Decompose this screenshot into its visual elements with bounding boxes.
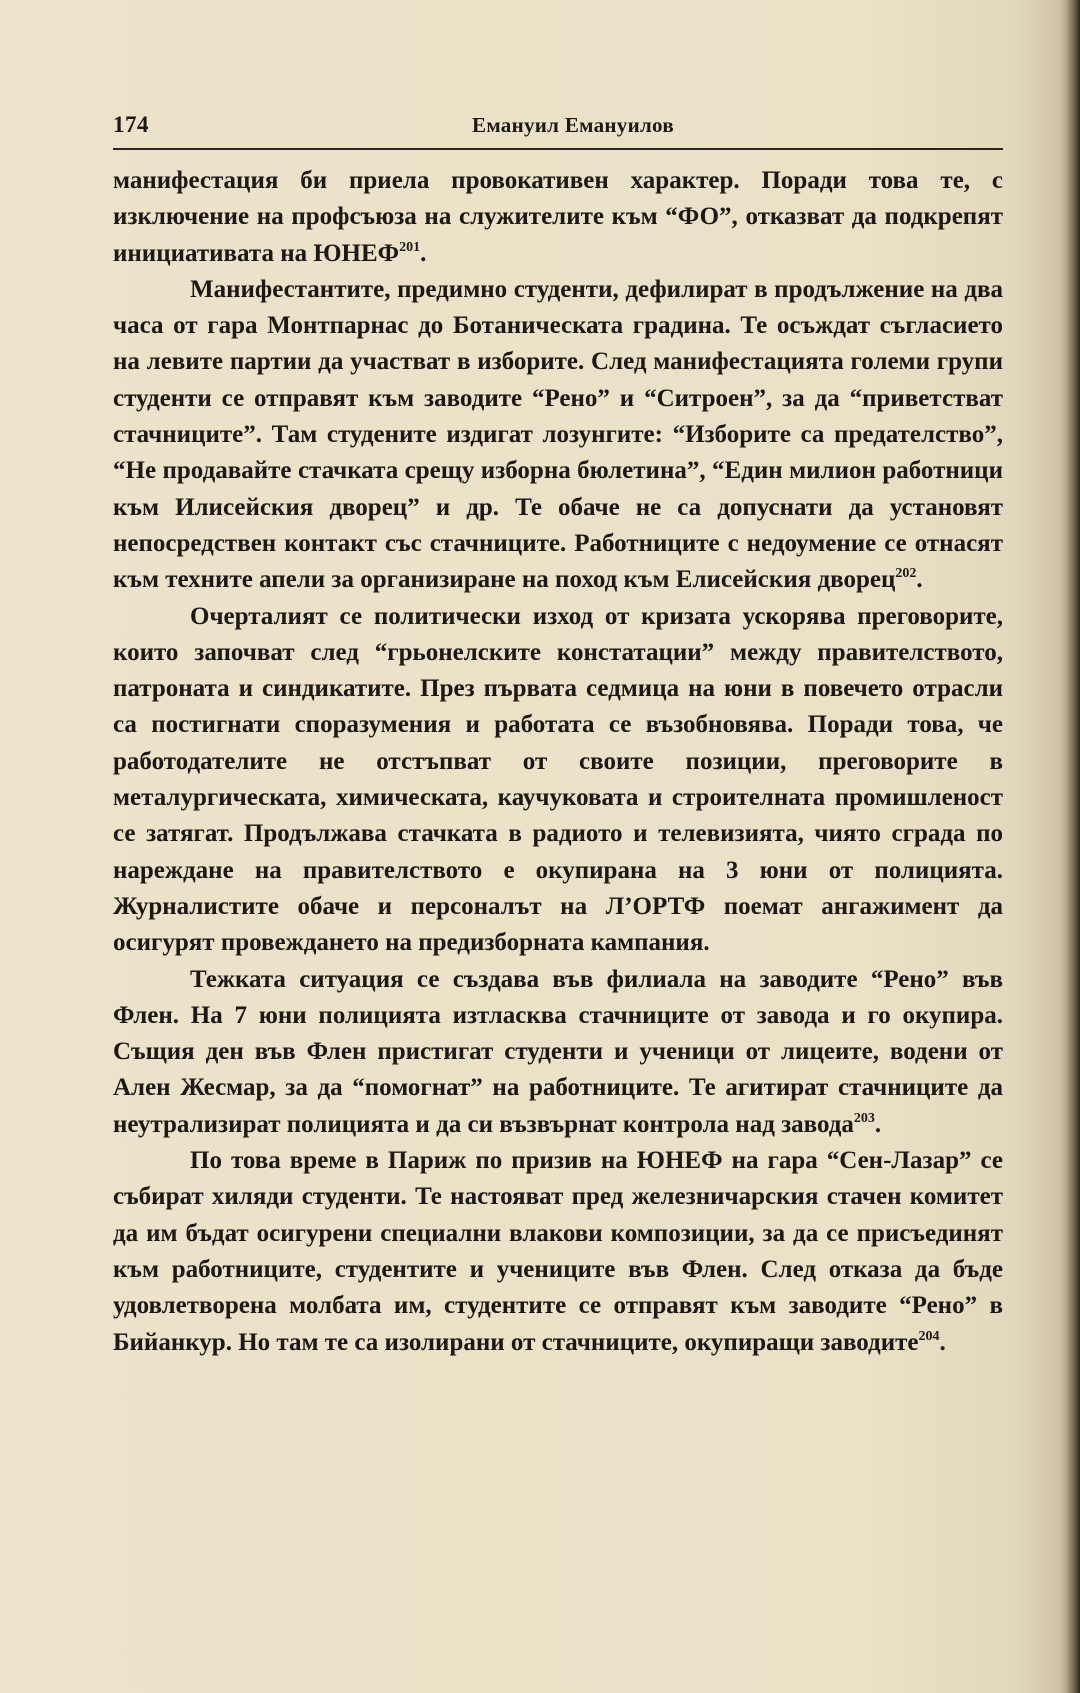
- page-header: [113, 108, 1003, 144]
- paragraph-end: .: [916, 566, 923, 594]
- paragraph-2: [113, 272, 1003, 599]
- paragraph-text: Тежката ситуация се създава във филиала на заводите “Рено” във Флен. На 7 юни полицията изтласква стачниците от завода и го окупира. Същия ден във Флен пристигат студенти и ученици от лицеите, водени от Ален Жесмар, за да “помогнат” на работниците. Те агитират стачниците да неутрализират полицията и да си възвърнат контрола над завода: [113, 965, 1003, 1138]
- paragraph-text: манифестация би приела провокативен характер. Поради това те, с изключение на профсъюза на служителите към “ФО”, отказват да подкрепят инициативата на ЮНЕФ: [113, 167, 1003, 267]
- page-number: 174: [113, 112, 149, 137]
- paragraph-3: [113, 599, 1003, 962]
- running-title: Емануил Емануилов: [472, 113, 674, 137]
- paragraph-1: [113, 163, 1003, 272]
- paragraph-end: .: [874, 1110, 882, 1138]
- footnote-ref: 201: [399, 239, 421, 255]
- paragraph-5: [113, 1143, 1003, 1361]
- paragraph-text: По това време в Париж по призив на ЮНЕФ на гара “Сен-Лазар” се събират хиляди студенти. Те настояват пред железничарския стачен комитет да им бъдат осигурени специални влакови композиции, за да се присъединят към работниците, студентите и учениците във Флен. След отказа да бъде удовлетворена молбата им, студентите се отправят към заводите “Рено” в Бийанкур. Но там те са изолирани от стачниците, окупиращи заводите: [113, 1147, 1003, 1356]
- page-edge-shadow: [1066, 0, 1080, 1693]
- paragraph-4: [113, 962, 1003, 1143]
- page-body: [113, 163, 1003, 1361]
- paragraph-end: .: [939, 1328, 946, 1356]
- footnote-ref: 202: [895, 566, 917, 582]
- footnote-ref: 204: [918, 1328, 940, 1344]
- paragraph-text: Очерталият се политически изход от кризата ускорява преговорите, които започват след “грьонелските констатации” между правителството, патроната и синдикатите. През първата седмица на юни в повечето отрасли са постигнати споразумения и работата се възобновява. Поради това, че работодателите не отстъпват от своите позиции, преговорите в металургическата, химическата, каучуковата и строителната промишленост се затягат. Продължава стачката в радиото и телевизията, чиято сграда по нареждане на правителството е окупирана на 3 юни от полицията. Журналистите обаче и персоналът на Л’ОРТФ поемат ангажимент да осигурят провеждането на предизборната кампания.: [113, 602, 1003, 957]
- footnote-ref: 203: [853, 1110, 875, 1126]
- header-rule: [113, 148, 1003, 150]
- paragraph-end: .: [420, 239, 427, 267]
- paragraph-text: Манифестантите, предимно студенти, дефилират в продължение на два часа от гара Монтпарнас до Ботаническата градина. Те осъждат съгласието на левите партии да участват в изборите. След манифестацията големи групи студенти се отправят към заводите “Рено” и “Ситроен”, за да “приветстват стачниците”. Там студените издигат лозунгите: “Изборите са предателство”, “Не продавайте стачката срещу изборна бюлетина”, “Един милион работници към Илисейския дворец” и др. Те обаче не са допуснати да установят непосредствен контакт със стачниците. Работниците с недоумение се отнасят към техните апели за организиране на поход към Елисейския дворец: [113, 275, 1003, 594]
